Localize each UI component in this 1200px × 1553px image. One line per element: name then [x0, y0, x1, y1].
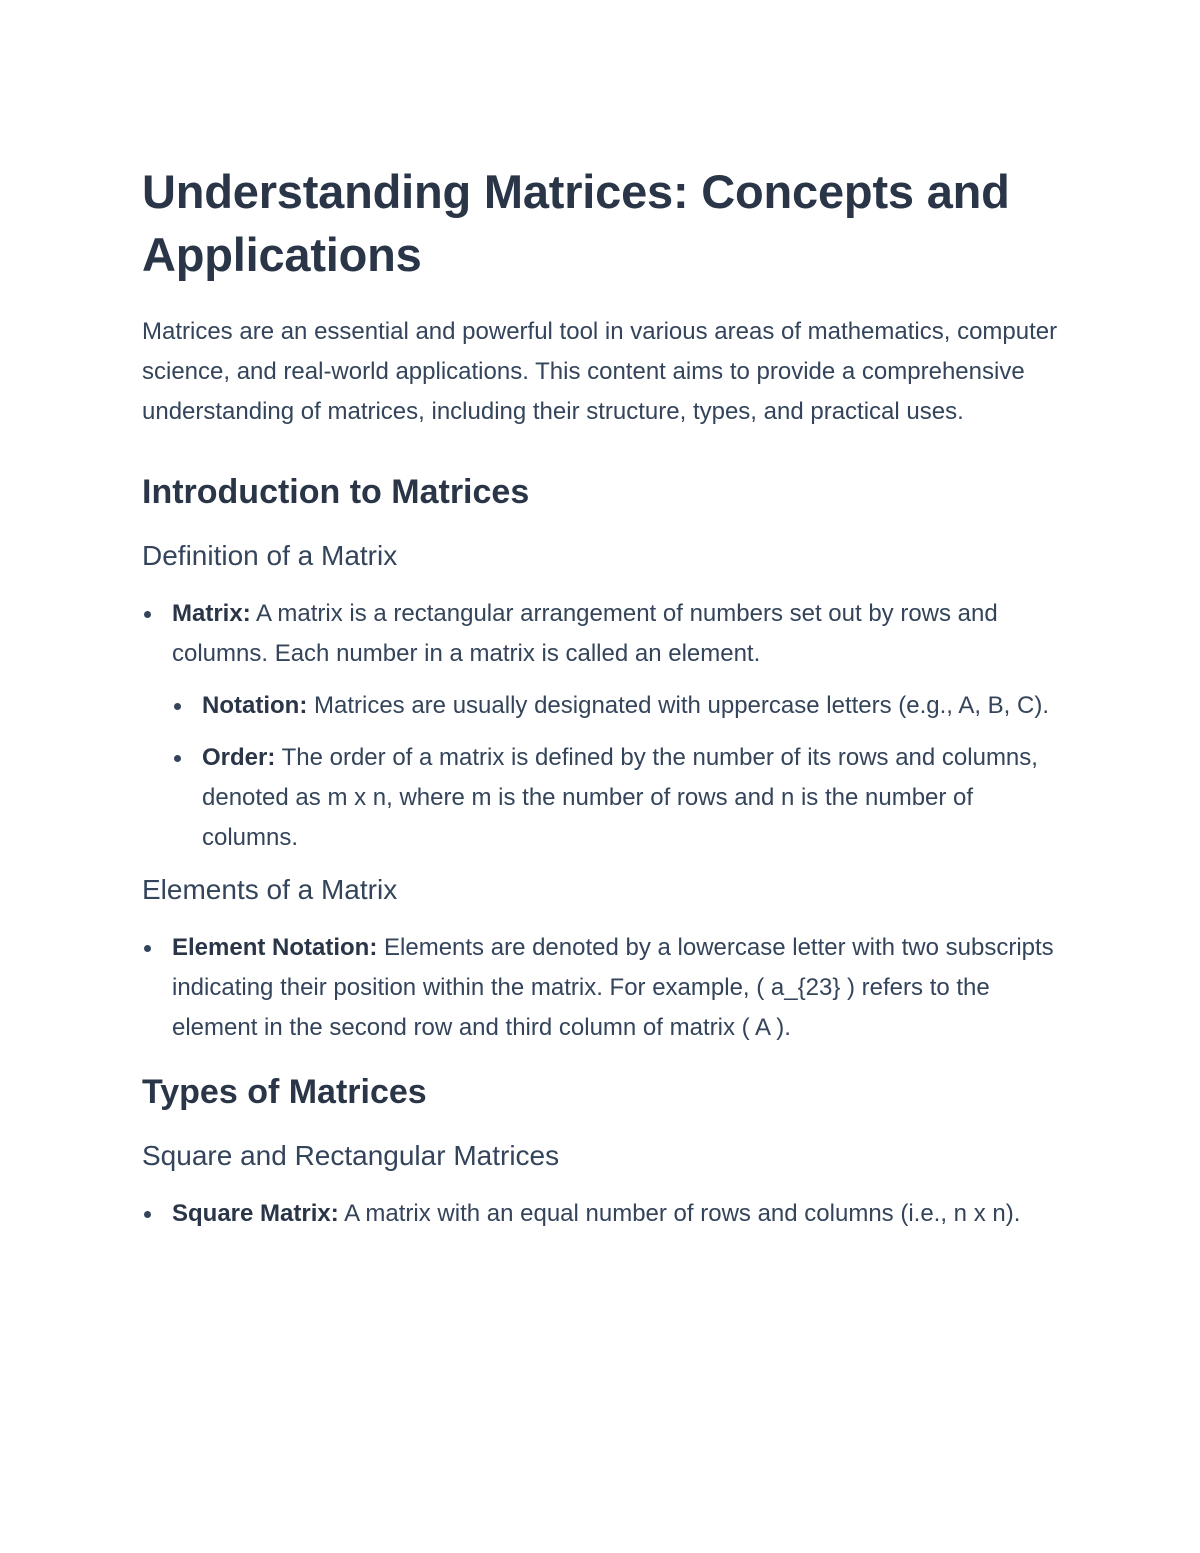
list-item-matrix — [142, 594, 1062, 858]
matrix-label: Matrix: — [172, 600, 251, 627]
list-item-notation — [172, 686, 1062, 726]
notation-label: Notation: — [202, 692, 308, 719]
document-page — [142, 160, 1062, 1246]
element-notation-label: Element Notation: — [172, 934, 378, 961]
bullet-icon — [144, 945, 151, 952]
definition-list — [142, 594, 1062, 858]
bullet-icon — [144, 611, 151, 618]
subsection-heading-elements: Elements of a Matrix — [142, 874, 398, 905]
order-text: The order of a matrix is defined by the number of its rows and columns, denoted as m x n, where m is the number of rows and n is the number of columns. — [202, 744, 1038, 851]
bullet-icon — [144, 1211, 151, 1218]
elements-list — [142, 928, 1062, 1048]
square-matrix-text: A matrix with an equal number of rows and columns (i.e., n x n). — [344, 1200, 1021, 1227]
bullet-icon — [174, 755, 181, 762]
matrix-text: A matrix is a rectangular arrangement of numbers set out by rows and columns. Each number in a matrix is called an element. — [172, 600, 998, 667]
list-item-element-notation — [142, 928, 1062, 1048]
section-heading-introduction: Introduction to Matrices — [142, 473, 530, 511]
element-notation-text: Elements are denoted by a lowercase letter with two subscripts indicating their position within the matrix. For example, ( a_{23} ) refers to the element in the second row and third column of matrix ( A ). — [172, 934, 1054, 1041]
list-item-order — [172, 738, 1062, 858]
types-list — [142, 1194, 1062, 1234]
square-matrix-label: Square Matrix: — [172, 1200, 339, 1227]
intro-paragraph: Matrices are an essential and powerful tool in various areas of mathematics, computer science, and real-world applications. This content aims to provide a comprehensive understanding of matrices, including their structure, types, and practical uses. — [142, 318, 1058, 425]
order-label: Order: — [202, 744, 276, 771]
list-item-square-matrix — [142, 1194, 1062, 1234]
subsection-heading-definition: Definition of a Matrix — [142, 540, 398, 571]
subsection-heading-square-rectangular: Square and Rectangular Matrices — [142, 1140, 560, 1171]
page-title: Understanding Matrices: Concepts and Applications — [142, 165, 1010, 281]
bullet-icon — [174, 703, 181, 710]
matrix-sublist — [172, 686, 1062, 858]
notation-text: Matrices are usually designated with uppercase letters (e.g., A, B, C). — [313, 692, 1049, 719]
section-heading-types: Types of Matrices — [142, 1073, 427, 1111]
